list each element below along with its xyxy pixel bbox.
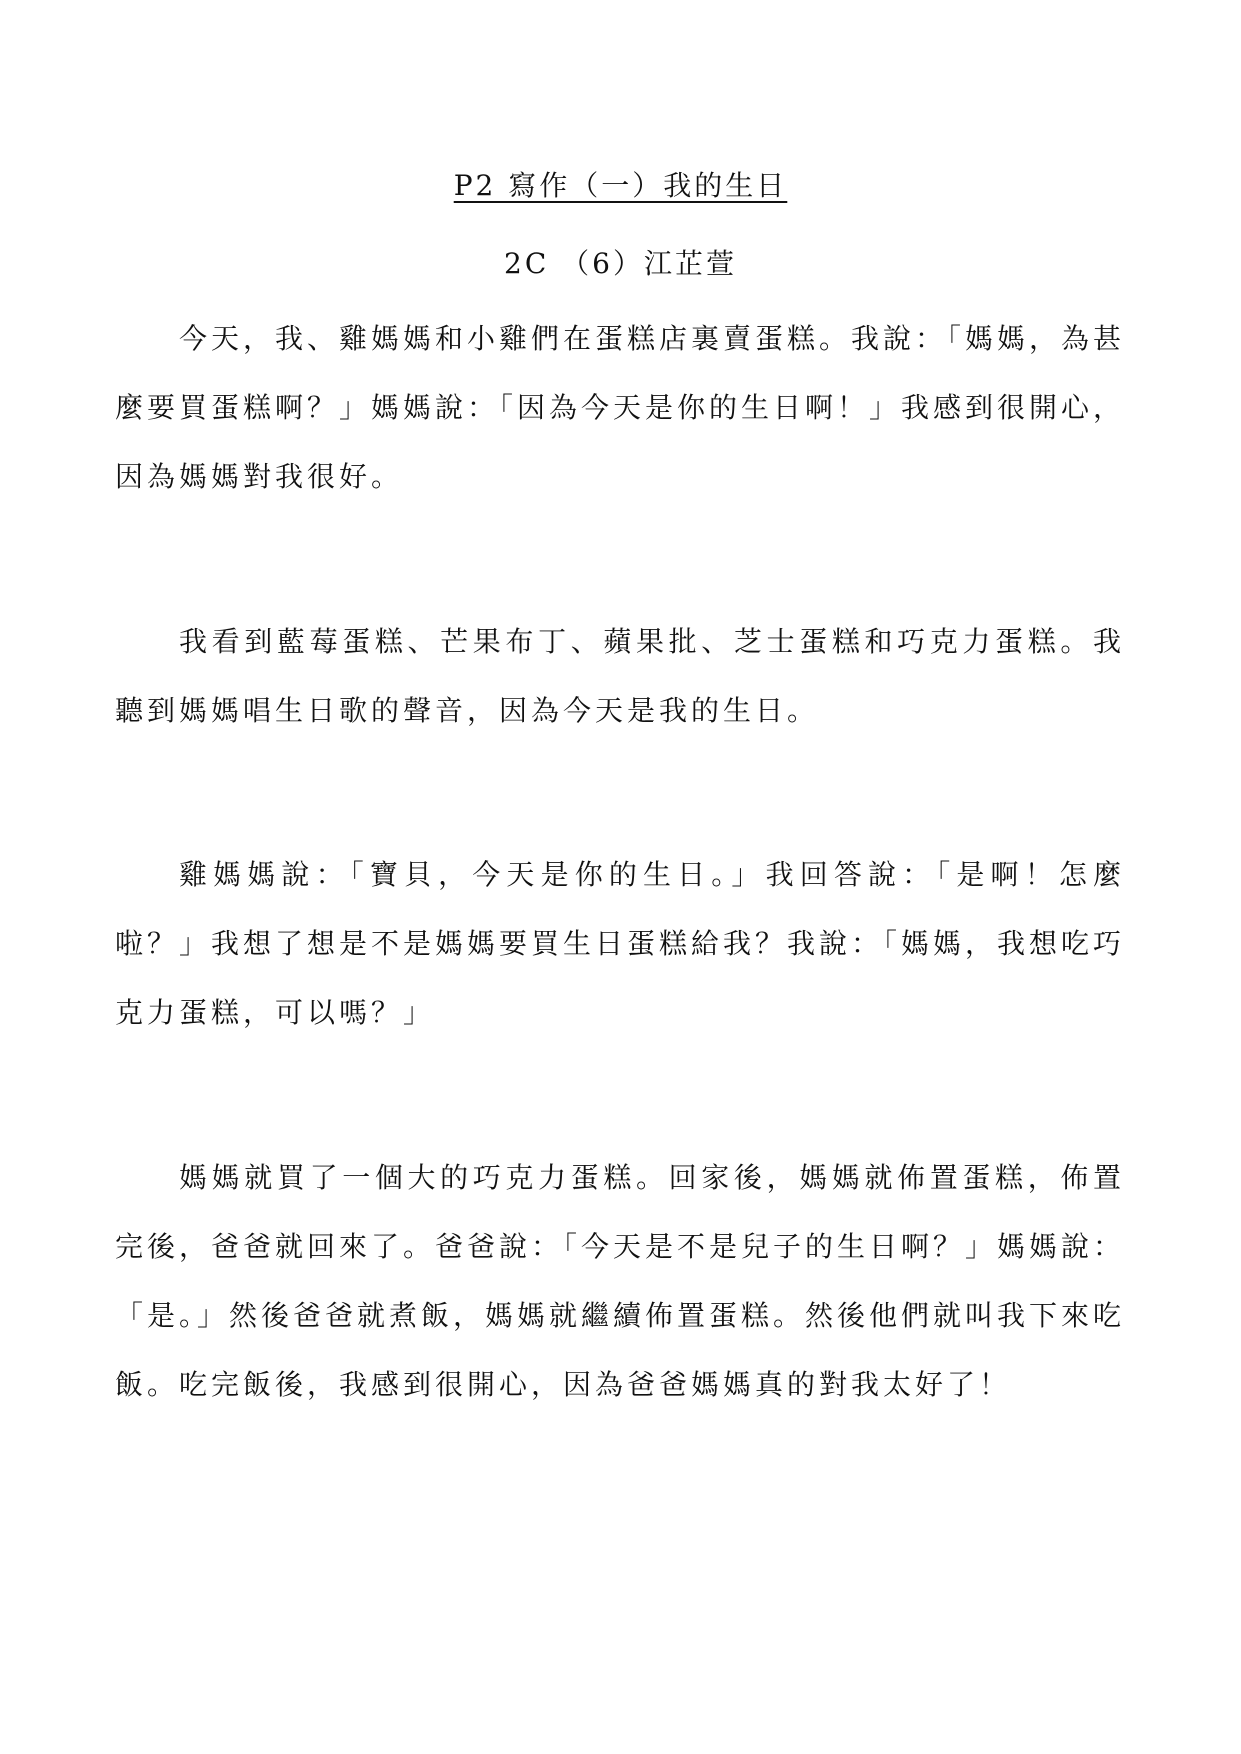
- author-line: 2C （6）江芷萱: [504, 247, 737, 280]
- document-title-text: P2 寫作（一）我的生日: [453, 169, 788, 202]
- document-title: [0, 166, 1241, 206]
- paragraph-1: 今天，我、雞媽媽和小雞們在蛋糕店裏賣蛋糕。我說：「媽媽，為甚麼要買蛋糕啊？」媽媽說：「因為今天是你的生日啊！」我感到很開心，因為媽媽對我很好。: [115, 322, 1126, 493]
- paragraph-3: 雞媽媽說：「寶貝，今天是你的生日。」我回答說：「是啊！怎麼啦？」我想了想是不是媽媽要買生日蛋糕給我？我說：「媽媽，我想吃巧克力蛋糕，可以嗎？」: [115, 858, 1126, 1029]
- paragraph-2: 我看到藍莓蛋糕、芒果布丁、蘋果批、芝士蛋糕和巧克力蛋糕。我聽到媽媽唱生日歌的聲音，因為今天是我的生日。: [115, 625, 1125, 727]
- paragraph-4: 媽媽就買了一個大的巧克力蛋糕。回家後，媽媽就佈置蛋糕，佈置完後，爸爸就回來了。爸爸說：「今天是不是兒子的生日啊？」媽媽說：「是。」然後爸爸就煮飯，媽媽就繼續佈置蛋糕。然後他們就叫我下來吃飯。吃完飯後，我感到很開心，因為爸爸媽媽真的對我太好了！: [115, 1161, 1126, 1401]
